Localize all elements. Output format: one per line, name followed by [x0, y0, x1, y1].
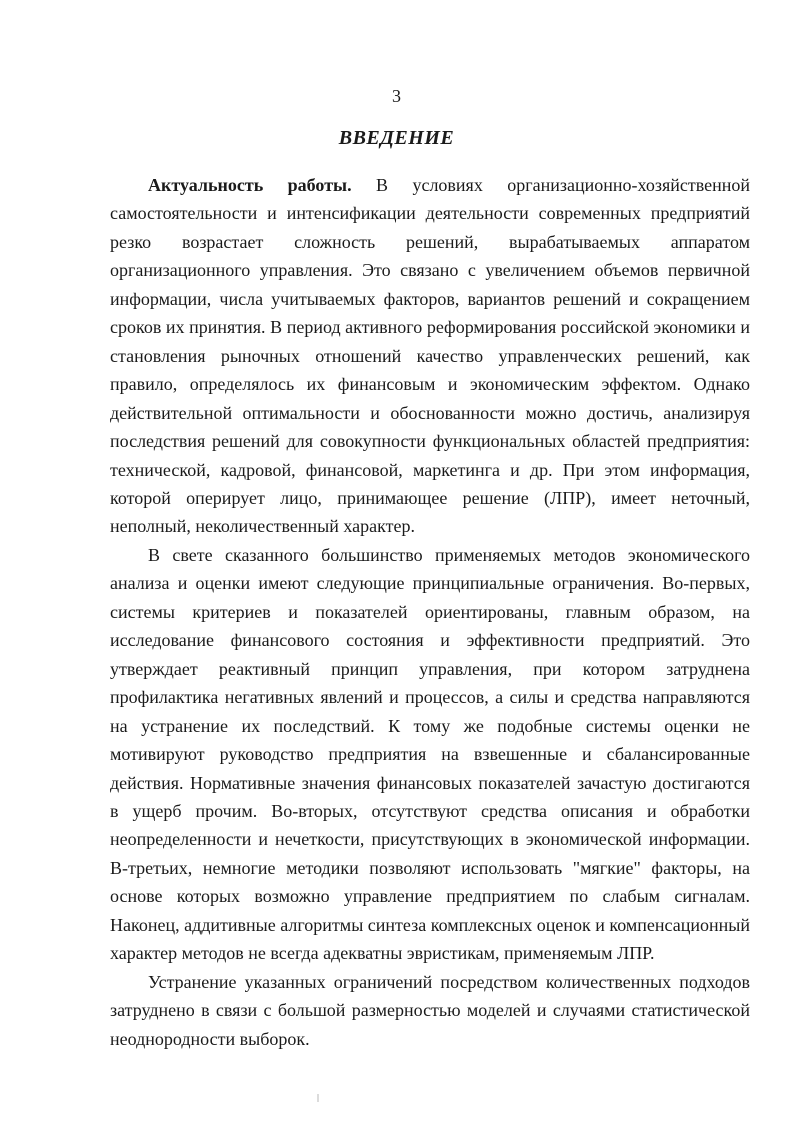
body-text — [110, 171, 750, 1053]
paragraph-lead: Актуальность работы. — [148, 175, 352, 195]
paragraph-text: В условиях организационно-хозяйственной самостоятельности и интенсификации деятельности современных предприятий резко возрастает сложность решений, вырабатываемых аппаратом организационного управления. Это связано с увеличением объемов первичной информации, числа учитываемых факторов, вариантов решений и сокращением сроков их принятия. В период активного реформирования российской экономики и становления рыночных отношений качество управленческих решений, как правило, определялось их финансовым и экономическим эффектом. Однако действительной оптимальности и обоснованности можно достичь, анализируя последствия решений для совокупности функциональных областей предприятия: технической, кадровой, финансовой, маркетинга и др. При этом информация, которой оперирует лицо, принимающее решение (ЛПР), имеет неточный, неполный, неколичественный характер. — [110, 175, 750, 537]
paragraph-limitations: В свете сказанного большинство применяемых методов экономического анализа и оценки имеют следующие принципиальные ограничения. Во-первых, системы критериев и показателей ориентированы, главным образом, на исследование финансового состояния и эффективности предприятий. Это утверждает реактивный принцип управления, при котором затруднена профилактика негативных явлений и процессов, а силы и средства направляются на устранение их последствий. К тому же подобные системы оценки не мотивируют руководство предприятия на взвешенные и сбалансированные действия. Нормативные значения финансовых показателей зачастую достигаются в ущерб прочим. Во-вторых, отсутствуют средства описания и обработки неопределенности и нечеткости, присутствующих в экономической информации. В-третьих, немногие методики позволяют использовать "мягкие" факторы, на основе которых возможно управление предприятием по слабым сигналам. Наконец, аддитивные алгоритмы синтеза комплексных оценок и компенсационный характер методов не всегда адекватны эвристикам, применяемым ЛПР. — [110, 544, 750, 964]
paragraph-elimination: Устранение указанных ограничений посредством количественных подходов затруднено в связи с большой размерностью моделей и случаями статистической неоднородности выборок. — [110, 971, 750, 1049]
section-heading: ВВЕДЕНИЕ — [338, 127, 455, 149]
paragraph-relevance — [110, 171, 750, 541]
page-number: 3 — [392, 86, 401, 106]
scan-artifact — [317, 1094, 319, 1102]
